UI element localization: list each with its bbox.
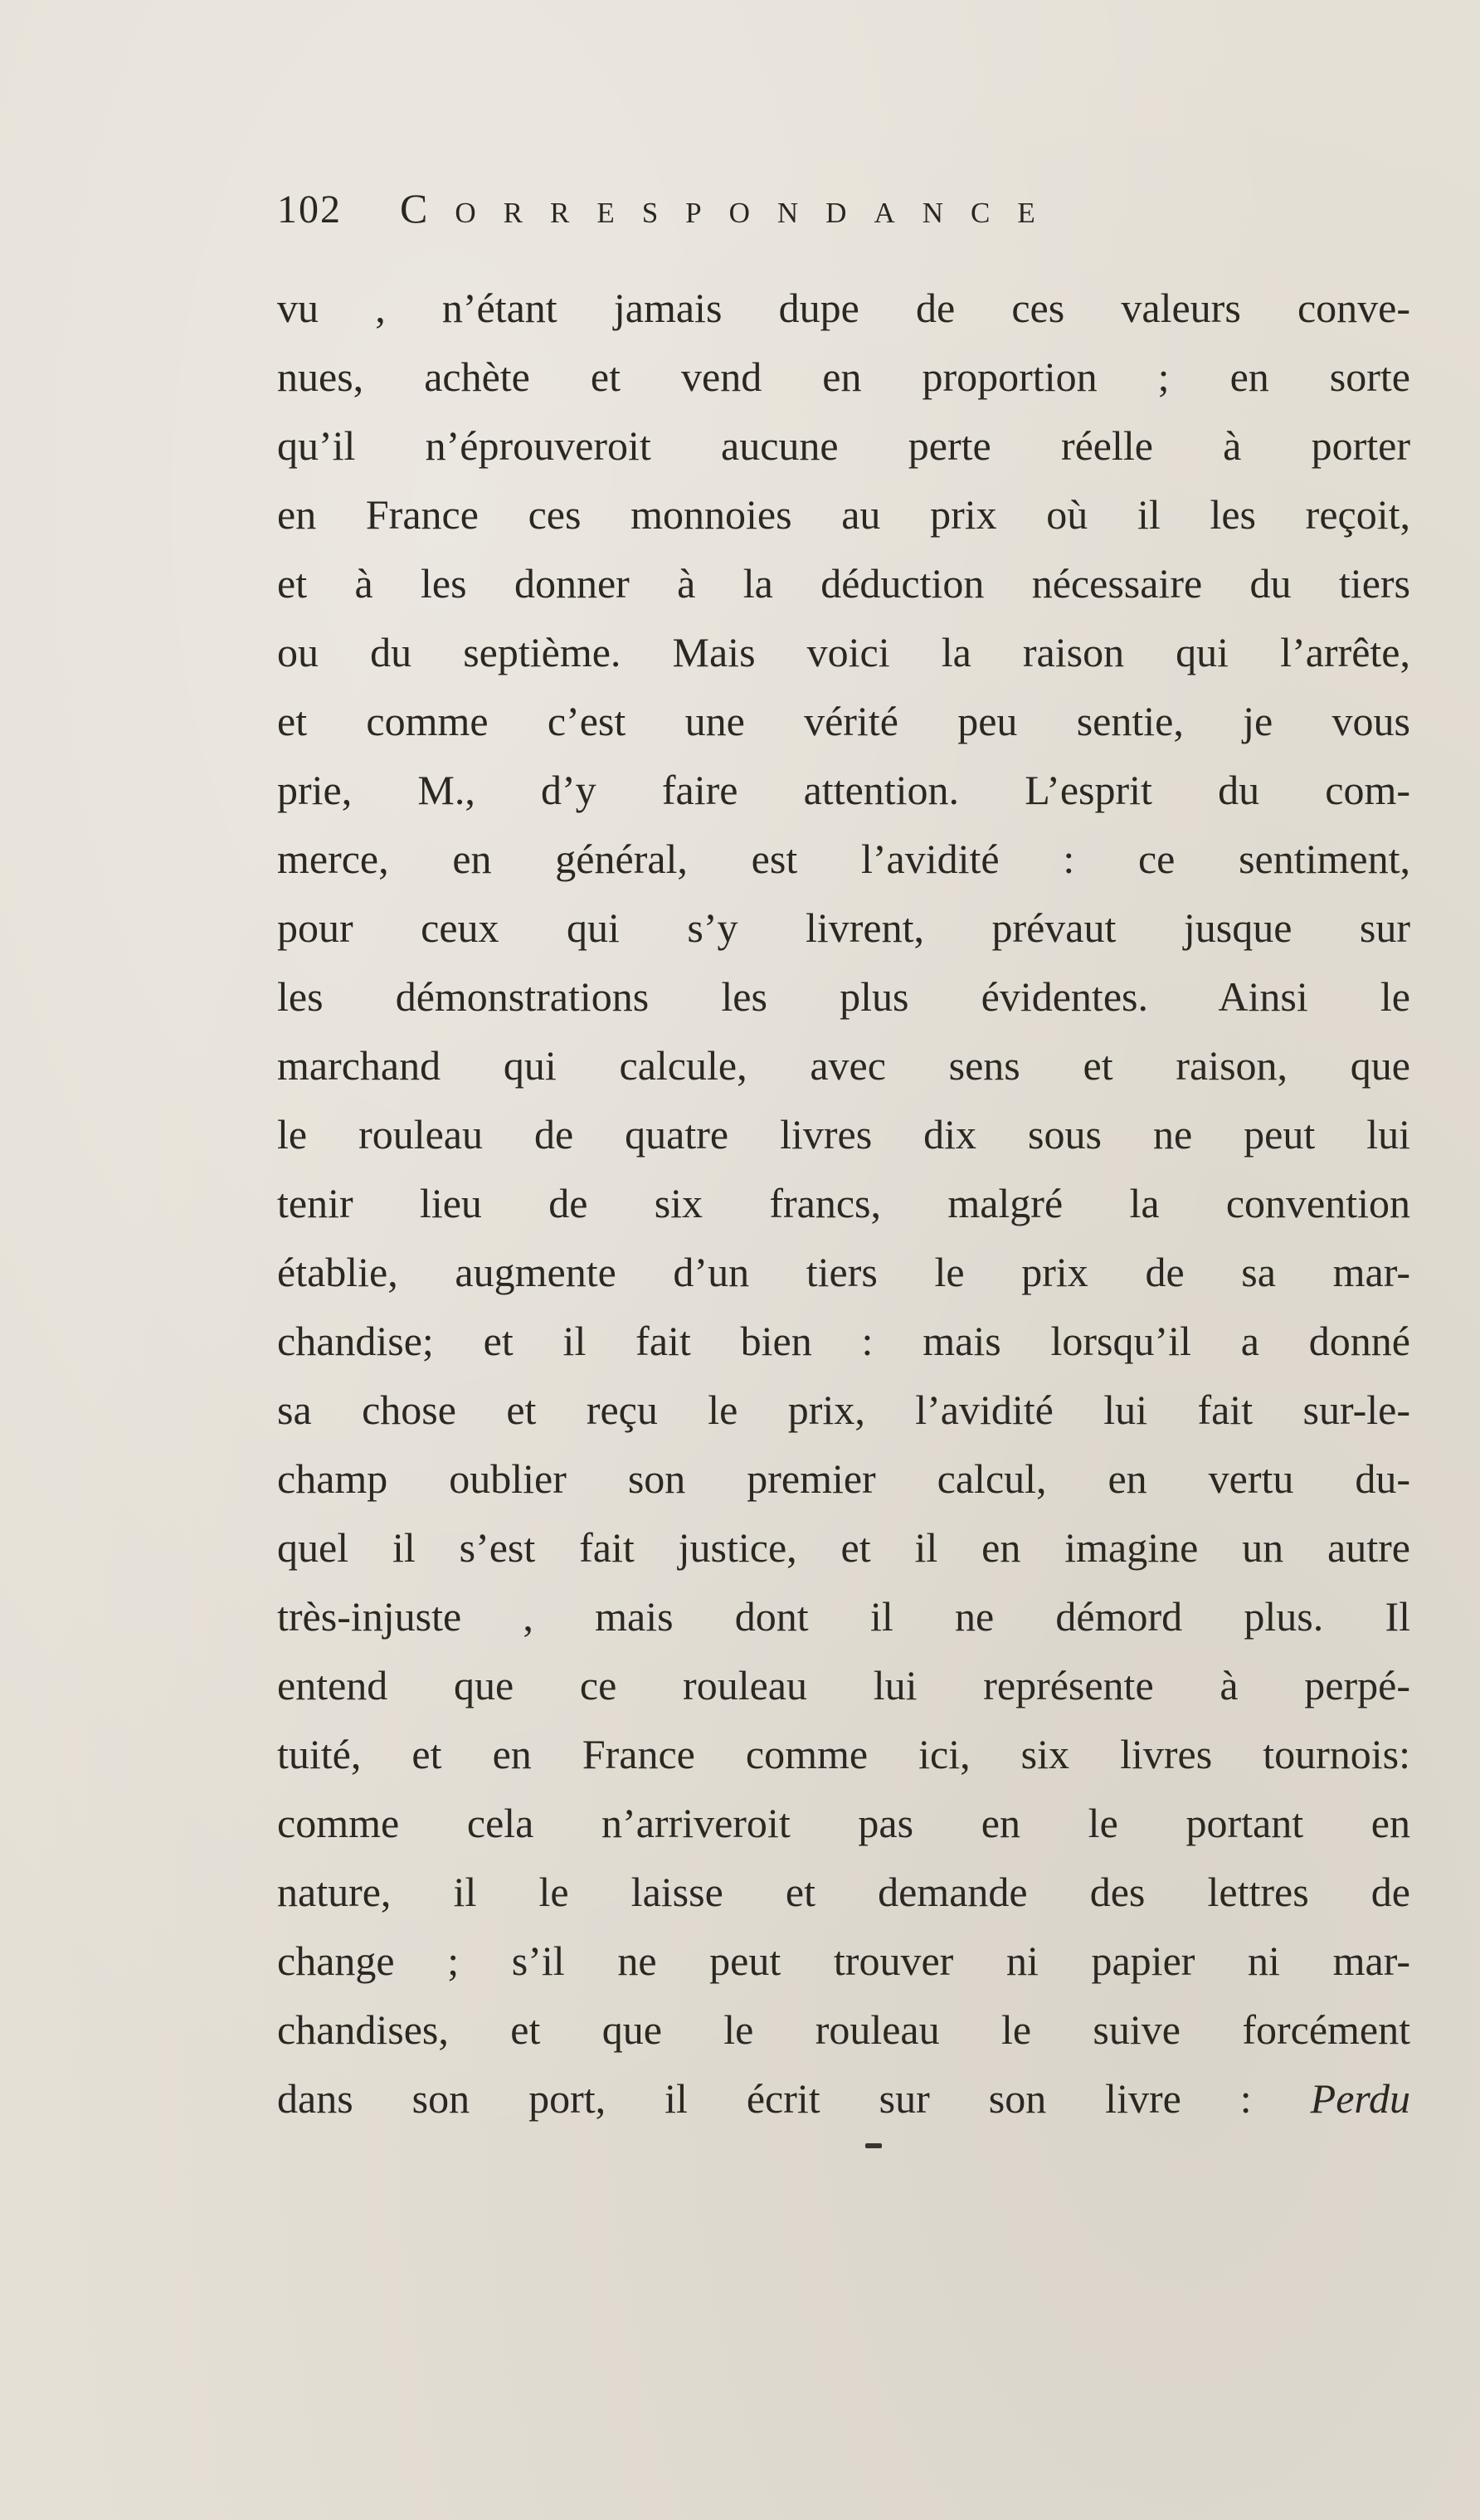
text-line: ou du septième. Mais voici la raison qui l’arrête, (277, 629, 1410, 675)
text-line: chandises, et que le rouleau le suive forcément (277, 2006, 1410, 2053)
ink-mark (865, 2143, 882, 2148)
text-line: change ; s’il ne peut trouver ni papier ni mar- (277, 1938, 1410, 1984)
text-line: merce, en général, est l’avidité : ce sentiment, (277, 836, 1410, 882)
body-text (277, 274, 1410, 2133)
text-line: établie, augmente d’un tiers le prix de sa mar- (277, 1249, 1410, 1295)
text-line: très-injuste , mais dont il ne démord plus. Il (277, 1593, 1410, 1640)
text-line: tenir lieu de six francs, malgré la convention (277, 1180, 1410, 1226)
text-line: nature, il le laisse et demande des lettres de (277, 1869, 1410, 1915)
text-line: et à les donner à la déduction nécessaire du tiers (277, 560, 1410, 607)
text-line: en France ces monnoies au prix où il les reçoit, (277, 491, 1410, 538)
last-text-line (277, 2064, 1410, 2133)
italic-word: Perdu (1310, 2075, 1410, 2122)
text-line: qu’il n’éprouveroit aucune perte réelle à porter (277, 422, 1410, 469)
text-line: nues, achète et vend en proportion ; en sorte (277, 353, 1410, 400)
running-head: Correspondance (400, 185, 1063, 232)
text-line: quel il s’est fait justice, et il en imagine un autre (277, 1524, 1410, 1571)
text-line: et comme c’est une vérité peu sentie, je vous (277, 698, 1410, 744)
text-line: marchand qui calcule, avec sens et raison, que (277, 1042, 1410, 1089)
text-line: prie, M., d’y faire attention. L’esprit du com- (277, 767, 1410, 813)
last-line-text: dans son port, il écrit sur son livre : (277, 2075, 1252, 2122)
text-line: champ oublier son premier calcul, en vertu du- (277, 1455, 1410, 1502)
text-line: chandise; et il fait bien : mais lorsqu’il a donné (277, 1318, 1410, 1364)
page-number: 102 (277, 188, 342, 232)
text-line: sa chose et reçu le prix, l’avidité lui fait sur-le- (277, 1387, 1410, 1433)
text-line: vu , n’étant jamais dupe de ces valeurs conve- (277, 285, 1410, 331)
text-line: pour ceux qui s’y livrent, prévaut jusque sur (277, 904, 1410, 951)
text-line: entend que ce rouleau lui représente à perpé- (277, 1662, 1410, 1708)
text-line: tuité, et en France comme ici, six livres tournois: (277, 1731, 1410, 1777)
text-line: comme cela n’arriveroit pas en le portant en (277, 1800, 1410, 1846)
text-line: les démonstrations les plus évidentes. Ainsi le (277, 973, 1410, 1020)
text-line: le rouleau de quatre livres dix sous ne peut lui (277, 1111, 1410, 1158)
page-header (277, 184, 1414, 251)
